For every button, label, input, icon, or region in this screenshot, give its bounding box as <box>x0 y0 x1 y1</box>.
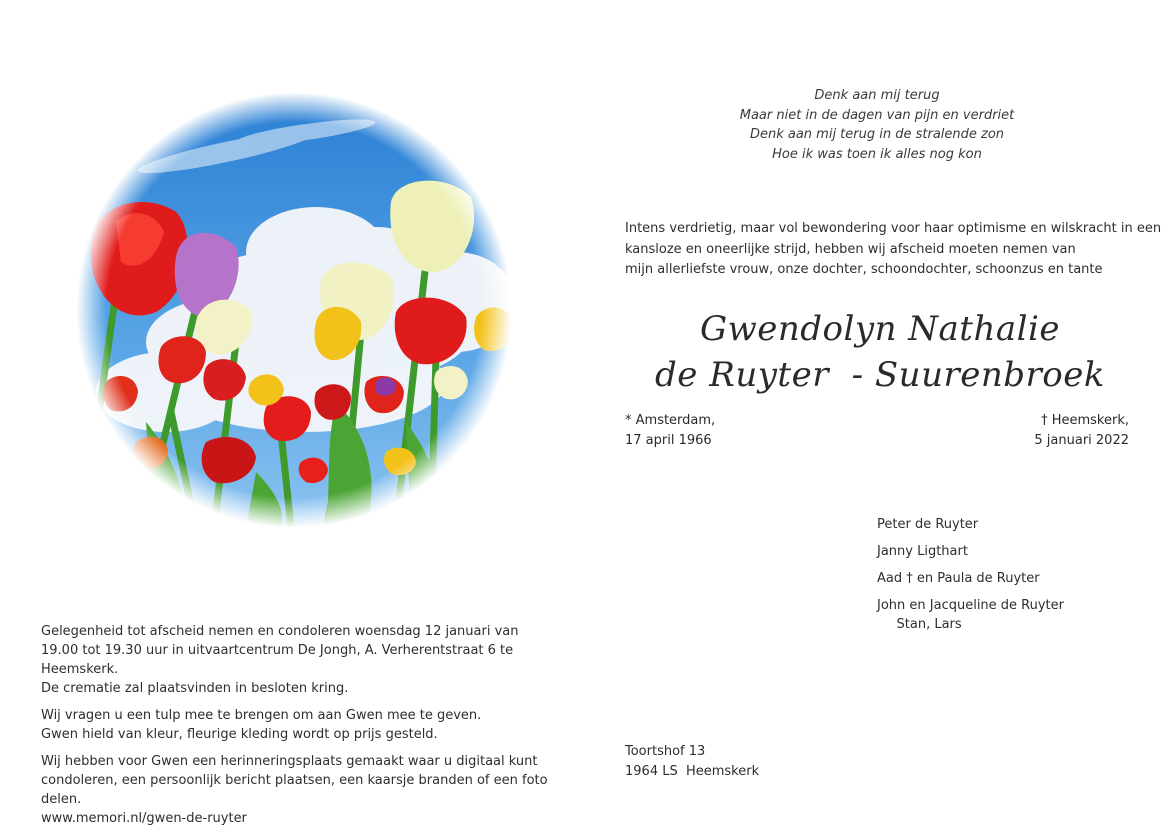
relative-name: Peter de Ruyter <box>877 517 979 532</box>
intro-line: kansloze en oneerlijke strijd, hebben wij afscheid moeten nemen van <box>625 241 1076 257</box>
request-line: Wij vragen u een tulp mee te brengen om aan Gwen mee te geven. <box>41 708 482 723</box>
poem-line: Hoe ik was toen ik alles nog kon <box>772 146 982 162</box>
death-date: 5 januari 2022 <box>1034 433 1129 448</box>
announcement-intro <box>625 219 1162 281</box>
death-info <box>1034 411 1129 451</box>
name-line-first: Gwendolyn Nathalie <box>699 309 1061 349</box>
farewell-info <box>41 614 581 836</box>
birth-place: * Amsterdam, <box>625 413 716 428</box>
poem-line: Maar niet in de dagen van pijn en verdriet <box>739 107 1015 123</box>
relative-name: Aad † en Paula de Ruyter <box>877 571 1040 586</box>
poem-line: Denk aan mij terug <box>814 88 940 103</box>
deceased-name <box>620 306 1140 398</box>
memorial-line: condoleren, een persoonlijk bericht plaatsen, een kaarsje branden of een foto delen. <box>41 773 548 807</box>
farewell-line: 19.00 tot 19.30 uur in uitvaartcentrum De Jongh, A. Verherentstraat 6 te Heemskerk. <box>41 643 514 677</box>
request-line: Gwen hield van kleur, fleurige kleding wordt op prijs gesteld. <box>41 727 438 742</box>
address-city: 1964 LS Heemskerk <box>625 763 760 779</box>
poem <box>712 86 1042 164</box>
relatives-list <box>877 515 1064 634</box>
tulip-photo <box>76 92 512 528</box>
intro-line: Intens verdrietig, maar vol bewondering voor haar optimisme en wilskracht in een <box>625 221 1162 236</box>
relative-children <box>877 615 1064 634</box>
farewell-line: De crematie zal plaatsvinden in besloten kring. <box>41 681 349 696</box>
memorial-link[interactable]: www.memori.nl/gwen-de-ruyter <box>41 811 247 826</box>
correspondence-address <box>625 742 759 781</box>
relative-name: Janny Ligthart <box>877 544 968 559</box>
address-street: Toortshof 13 <box>625 744 706 759</box>
memorial-line: Wij hebben voor Gwen een herinneringsplaats gemaakt waar u digitaal kunt <box>41 754 538 769</box>
birth-info <box>625 411 715 451</box>
birth-date: 17 april 1966 <box>625 433 712 448</box>
name-line-last: de Ruyter - Suurenbroek <box>655 355 1105 395</box>
death-place: † Heemskerk, <box>1041 413 1129 428</box>
intro-line: mijn allerliefste vrouw, onze dochter, schoondochter, schoonzus en tante <box>625 262 1103 277</box>
children-names: Stan, Lars <box>896 617 962 632</box>
relative-name: John en Jacqueline de Ruyter <box>877 598 1065 613</box>
farewell-line: Gelegenheid tot afscheid nemen en condoleren woensdag 12 januari van <box>41 624 519 639</box>
poem-line: Denk aan mij terug in de stralende zon <box>749 127 1005 143</box>
